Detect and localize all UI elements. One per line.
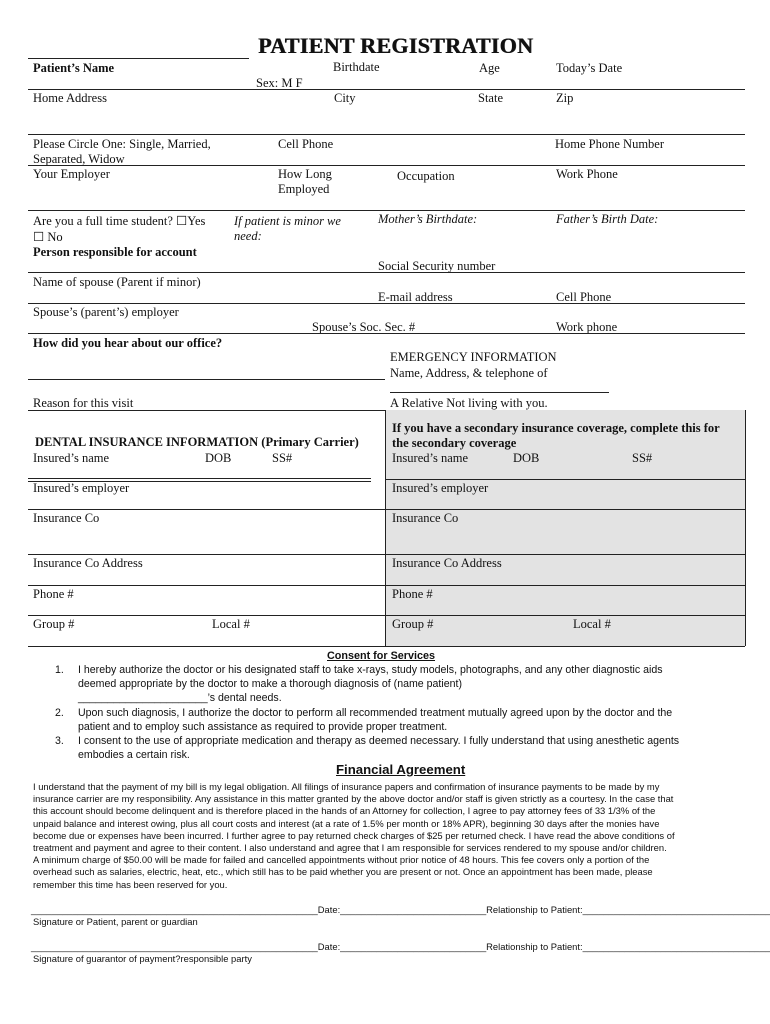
row-rule bbox=[385, 479, 745, 480]
secondary-insurance-heading-2: the secondary coverage bbox=[392, 436, 517, 450]
row-rule bbox=[28, 165, 745, 166]
consent-item-number: 2. bbox=[55, 707, 64, 719]
secondary-employer-label: Insured’s employer bbox=[392, 481, 489, 495]
secondary-ss-label: SS# bbox=[632, 451, 653, 465]
email-label: E-mail address bbox=[378, 290, 453, 304]
secondary-insured-name-label: Insured’s name bbox=[392, 451, 469, 465]
secondary-insurance-co-label: Insurance Co bbox=[392, 511, 459, 525]
financial-line: this account should become delinquent and is therefore placed in the hands of an Attorney for collection, I agree to pay attorney fees of 33 1/3% of the bbox=[33, 805, 656, 817]
row-rule bbox=[28, 646, 745, 647]
referral-question: How did you hear about our office? bbox=[33, 336, 223, 350]
spouse-employer-label: Spouse’s (parent’s) employer bbox=[33, 305, 179, 319]
primary-ss-label: SS# bbox=[272, 451, 293, 465]
age-label: Age bbox=[479, 61, 500, 75]
marital-status-label: Please Circle One: Single, Married, bbox=[33, 137, 211, 151]
row-rule bbox=[28, 554, 745, 555]
birthdate-label: Birthdate bbox=[333, 60, 380, 74]
primary-phone-label: Phone # bbox=[33, 587, 74, 601]
financial-line: overhead such as salaries, electric, heat, etc., which still has to be paid whether you are present or not. Once an appointment has been made, please bbox=[33, 866, 653, 878]
consent-item-1: I hereby authorize the doctor or his designated staff to take x-rays, study models, photographs, and any other diagnostic aids bbox=[78, 664, 663, 676]
secondary-group-label: Group # bbox=[392, 617, 434, 631]
financial-agreement-text bbox=[33, 781, 739, 891]
primary-insured-name-label: Insured’s name bbox=[33, 451, 110, 465]
consent-heading: Consent for Services bbox=[327, 650, 436, 662]
secondary-dob-label: DOB bbox=[513, 451, 540, 465]
insurance-divider bbox=[385, 410, 386, 646]
consent-item-number: 1. bbox=[55, 664, 64, 676]
row-rule bbox=[28, 478, 371, 479]
how-long-label-2: Employed bbox=[278, 182, 330, 196]
row-rule bbox=[28, 333, 745, 334]
zip-label: Zip bbox=[556, 91, 574, 105]
home-phone-label: Home Phone Number bbox=[555, 137, 665, 151]
responsible-party-heading: Person responsible for account bbox=[33, 245, 197, 259]
home-address-label: Home Address bbox=[33, 91, 107, 105]
row-rule bbox=[28, 89, 745, 90]
patient-name-label: Patient’s Name bbox=[33, 61, 115, 75]
consent-item-2-cont: patient and to employ such assistance as required to provide proper treatment. bbox=[78, 721, 448, 733]
row-rule bbox=[28, 272, 745, 273]
cell-phone-label: Cell Phone bbox=[278, 137, 334, 151]
guarantor-signature-label: Signature of guarantor of payment?responsible party bbox=[33, 953, 252, 964]
patient-signature-line[interactable]: _______________________________________________________Date:____________________________Relationship to Patient:____________________________________ bbox=[31, 904, 770, 915]
financial-line: A minimum charge of $50.00 will be made for failed and cancelled appointments without prior notice of 48 hours. This fee covers only a portion of the bbox=[33, 854, 650, 866]
financial-line: become due or expenses have been incurred. I further agree to pay returned check charges of $25 per returned check. I have read the above conditions of bbox=[33, 829, 675, 841]
financial-line: remember this time has been reserved for you. bbox=[33, 878, 228, 890]
primary-employer-label: Insured’s employer bbox=[33, 481, 130, 495]
ssn-label: Social Security number bbox=[378, 259, 496, 273]
how-long-label: How Long bbox=[278, 167, 332, 181]
todays-date-label: Today’s Date bbox=[556, 61, 623, 75]
secondary-insurance-address-label: Insurance Co Address bbox=[392, 556, 502, 570]
financial-line: I understand that the payment of my bill is my legal obligation. All filings of insurance papers and confirmation of insurance payments to be made by my bbox=[33, 781, 660, 792]
consent-item-3: I consent to the use of appropriate medication and therapy as deemed necessary. I fully understand that using anesthetic agents bbox=[78, 735, 680, 747]
visit-reason-label: Reason for this visit bbox=[33, 396, 134, 410]
primary-insurance-co-label: Insurance Co bbox=[33, 511, 100, 525]
sex-field[interactable]: Sex: M F bbox=[256, 76, 303, 90]
row-rule bbox=[28, 134, 745, 135]
primary-local-label: Local # bbox=[212, 617, 250, 631]
insurance-border bbox=[745, 410, 746, 646]
relative-label: A Relative Not living with you. bbox=[390, 396, 548, 410]
city-label: City bbox=[334, 91, 356, 105]
primary-dob-label: DOB bbox=[205, 451, 232, 465]
emergency-contact-label: Name, Address, & telephone of bbox=[390, 366, 548, 380]
minor-note: If patient is minor we bbox=[234, 214, 341, 228]
consent-item-number: 3. bbox=[55, 735, 64, 747]
title-rule bbox=[28, 58, 249, 59]
primary-group-label: Group # bbox=[33, 617, 75, 631]
financial-line: insurance carrier are my responsibility. Any assistance in this matter granted by the above doctor and/or staff is given strictly as a courtesy. In the case that bbox=[33, 793, 674, 805]
spouse-ssn-label: Spouse’s Soc. Sec. # bbox=[312, 320, 416, 334]
financial-line: unpaid balance and interest owing, plus all court costs and interest (at a rate of 1.5% per month or 18% APR), beginning 30 days after the monies have bbox=[33, 817, 660, 829]
spouse-name-label: Name of spouse (Parent if minor) bbox=[33, 275, 201, 289]
consent-item-1-cont: deemed appropriate by the doctor to make a thorough diagnosis of (name patient) bbox=[78, 678, 462, 690]
responsible-work-phone-label: Work phone bbox=[556, 320, 618, 334]
primary-insurance-address-label: Insurance Co Address bbox=[33, 556, 143, 570]
row-rule bbox=[28, 509, 745, 510]
secondary-phone-label: Phone # bbox=[392, 587, 433, 601]
work-phone-label: Work Phone bbox=[556, 167, 618, 181]
guarantor-signature-line[interactable]: _______________________________________________________Date:____________________________Relationship to Patient:____________________________________ bbox=[31, 941, 770, 952]
secondary-insurance-heading: If you have a secondary insurance coverage, complete this for bbox=[392, 421, 720, 435]
consent-item-1-patient: ______________________’s dental needs. bbox=[78, 692, 282, 704]
primary-insurance-heading: DENTAL INSURANCE INFORMATION (Primary Carrier) bbox=[35, 435, 359, 449]
row-rule bbox=[28, 379, 385, 380]
consent-item-3-cont: embodies a certain risk. bbox=[78, 749, 190, 761]
mother-birthdate-label: Mother’s Birthdate: bbox=[378, 212, 478, 226]
row-rule bbox=[28, 585, 745, 586]
marital-status-label-2: Separated, Widow bbox=[33, 152, 125, 166]
financial-line: treatment and payment and agree to their content. I also understand and agree that I am responsible for services rendered to my spouse and/or children. bbox=[33, 842, 667, 854]
student-no-checkbox[interactable]: ☐ No bbox=[33, 230, 63, 244]
responsible-cell-label: Cell Phone bbox=[556, 290, 612, 304]
patient-signature-label: Signature or Patient, parent or guardian bbox=[33, 916, 198, 927]
financial-heading: Financial Agreement bbox=[336, 762, 466, 777]
row-rule bbox=[28, 615, 745, 616]
occupation-label: Occupation bbox=[397, 169, 455, 183]
secondary-local-label: Local # bbox=[573, 617, 611, 631]
row-rule bbox=[28, 210, 745, 211]
consent-item-2: Upon such diagnosis, I authorize the doctor to perform all recommended treatment mutually agreed upon by the doctor and the bbox=[78, 707, 673, 719]
row-rule bbox=[28, 303, 745, 304]
state-label: State bbox=[478, 91, 503, 105]
emergency-contact-line bbox=[390, 392, 609, 393]
student-question[interactable]: Are you a full time student? ☐Yes bbox=[33, 214, 206, 228]
page-title: PATIENT REGISTRATION bbox=[258, 33, 534, 58]
minor-note-2: need: bbox=[234, 229, 262, 243]
emergency-heading: EMERGENCY INFORMATION bbox=[390, 350, 557, 364]
father-birthdate-label: Father’s Birth Date: bbox=[556, 212, 659, 226]
employer-label: Your Employer bbox=[33, 167, 110, 181]
